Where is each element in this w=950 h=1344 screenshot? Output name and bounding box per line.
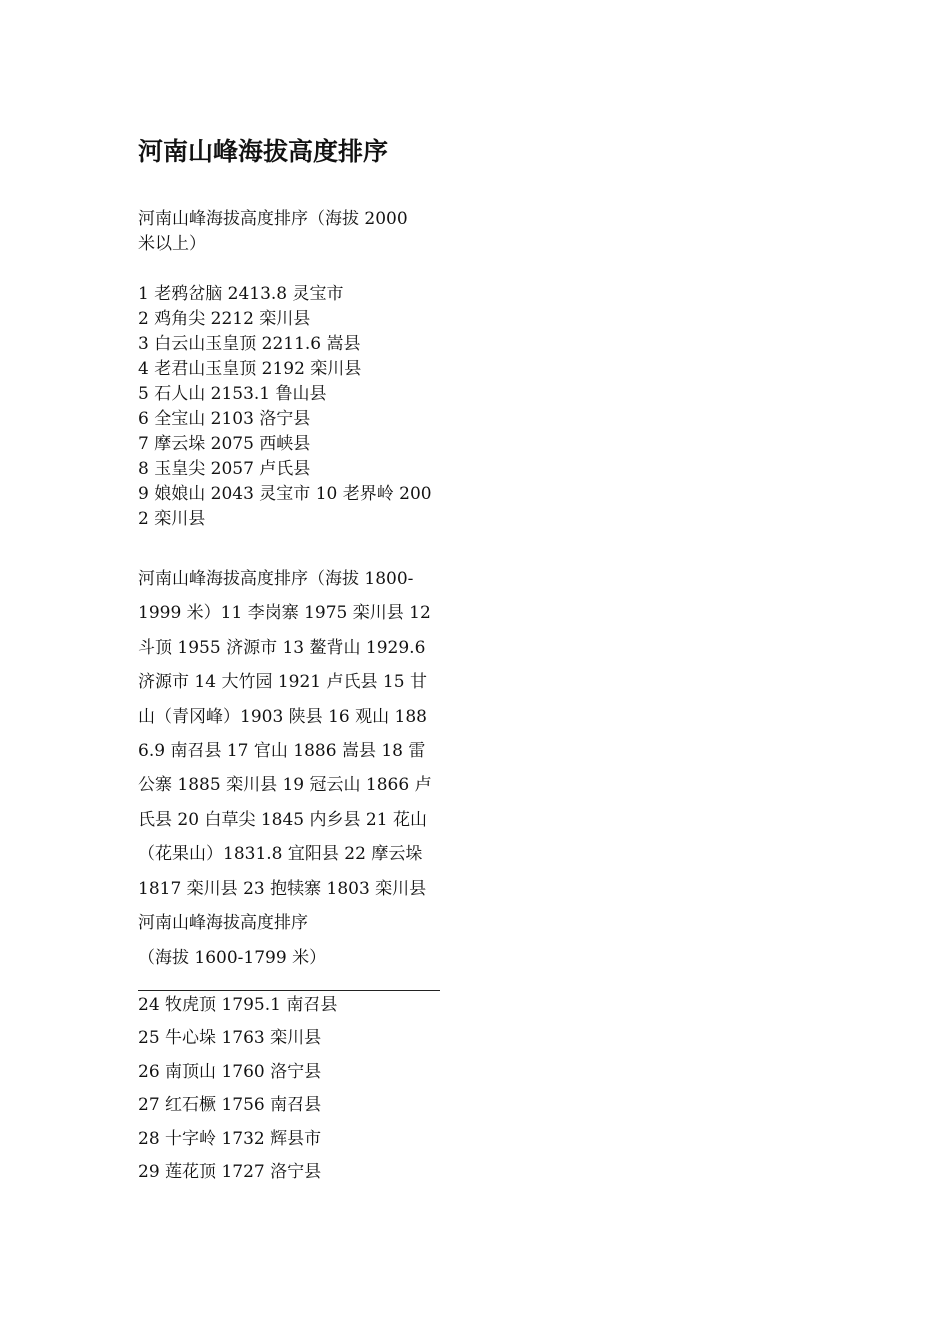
page-title: 河南山峰海拔高度排序 [138, 137, 389, 166]
list-item: 2 栾川县 [138, 509, 206, 529]
list-item: 24 牧虎顶 1795.1 南召县 [138, 995, 338, 1015]
list-item: 4 老君山玉皇顶 2192 栾川县 [138, 359, 362, 379]
text-line: 斗顶 1955 济源市 13 鳌背山 1929.6 [138, 637, 426, 658]
text-line: （花果山）1831.8 宜阳县 22 摩云垛 [138, 844, 423, 865]
text-line: 6.9 南召县 17 官山 1886 嵩县 18 雷 [138, 740, 426, 761]
list-item: 25 牛心垛 1763 栾川县 [138, 1028, 322, 1049]
list-item: 9 娘娘山 2043 灵宝市 10 老界岭 200 [138, 484, 432, 504]
text-line: 河南山峰海拔高度排序（海拔 2000 [138, 209, 408, 229]
list-item: 28 十字岭 1732 辉县市 [138, 1128, 322, 1149]
list-item: 5 石人山 2153.1 鲁山县 [138, 384, 327, 404]
text-line: 1817 栾川县 23 抱犊寨 1803 栾川县 [138, 878, 427, 899]
text-line: （海拔 1600-1799 米） [138, 948, 327, 968]
list-item: 6 全宝山 2103 洛宁县 [138, 409, 311, 429]
list-item: 2 鸡角尖 2212 栾川县 [138, 309, 311, 329]
list-item: 3 白云山玉皇顶 2211.6 嵩县 [138, 334, 361, 354]
text-line: 公寨 1885 栾川县 19 冠云山 1866 卢 [138, 775, 432, 796]
list-item: 7 摩云垛 2075 西峡县 [138, 434, 311, 454]
section-heading-2000 [138, 207, 442, 257]
list-item: 27 红石橛 1756 南召县 [138, 1095, 322, 1116]
list-item: 29 莲花顶 1727 洛宁县 [138, 1161, 322, 1182]
peak-list-2000 [138, 282, 442, 532]
list-item: 1 老鸦岔脑 2413.8 灵宝市 [138, 284, 344, 304]
list-item: 26 南顶山 1760 洛宁县 [138, 1061, 322, 1082]
text-line: 米以上） [138, 234, 206, 254]
text-line: 河南山峰海拔高度排序（海拔 1800- [138, 569, 414, 589]
text-line: 山（青冈峰）1903 陕县 16 观山 188 [138, 706, 427, 727]
section-subheading-1600-1799 [138, 944, 442, 972]
text-line: 河南山峰海拔高度排序 [138, 912, 308, 933]
text-line: 济源市 14 大竹园 1921 卢氏县 15 甘 [138, 672, 427, 693]
text-line: 1999 米）11 李岗寨 1975 栾川县 12 [138, 603, 431, 624]
text-line: 氏县 20 白草尖 1845 内乡县 21 花山 [138, 809, 427, 830]
list-item: 8 玉皇尖 2057 卢氏县 [138, 459, 311, 479]
paragraph-1800-1999 [138, 562, 442, 940]
peak-list-1600-1799 [138, 989, 442, 1189]
